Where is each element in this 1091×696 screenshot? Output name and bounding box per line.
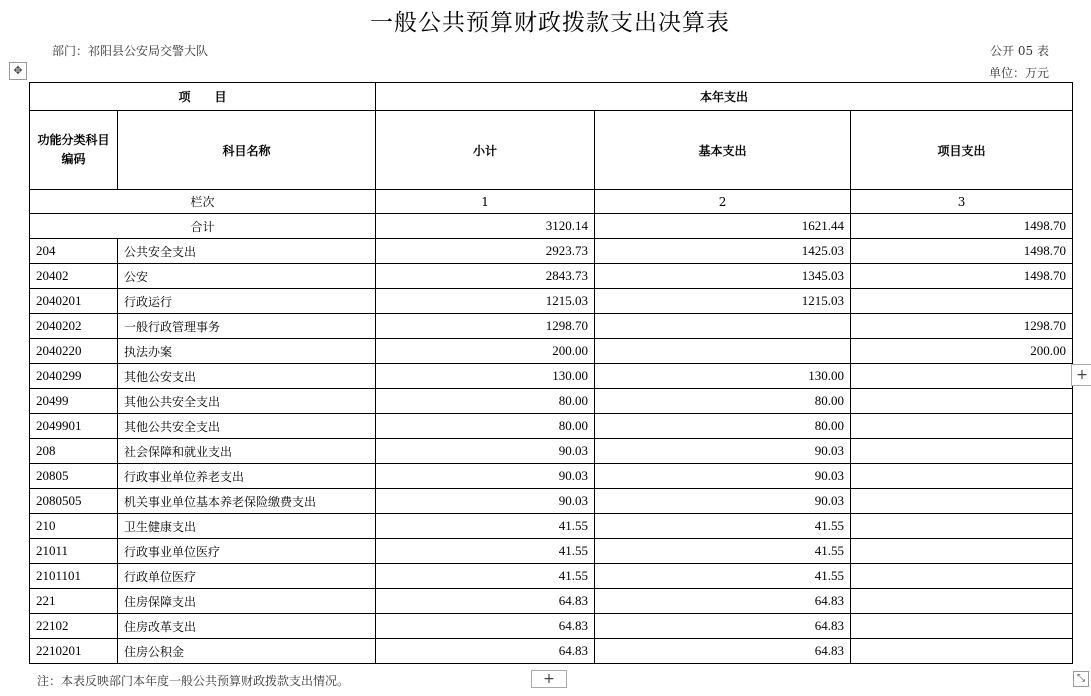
table-row (30, 264, 1073, 289)
row-basic: 1345.03 (595, 264, 851, 289)
table-row (30, 589, 1073, 614)
header-basic: 基本支出 (595, 111, 851, 190)
row-subtotal: 2843.73 (376, 264, 595, 289)
total-subtotal: 3120.14 (376, 214, 595, 239)
row-basic: 90.03 (595, 489, 851, 514)
row-subtotal: 130.00 (376, 364, 595, 389)
row-code: 2040220 (30, 339, 118, 364)
department-label: 部门：祁阳县公安局交警大队 (52, 44, 209, 58)
unit-label: 单位：万元 (988, 66, 1049, 80)
table-row (30, 539, 1073, 564)
header-func-code: 功能分类科目编码 (30, 111, 118, 190)
table-row (30, 239, 1073, 264)
row-basic: 1425.03 (595, 239, 851, 264)
row-subtotal: 80.00 (376, 389, 595, 414)
row-subtotal: 90.03 (376, 489, 595, 514)
row-project (851, 389, 1073, 414)
row-code: 20402 (30, 264, 118, 289)
row-subtotal: 80.00 (376, 414, 595, 439)
row-subtotal: 1215.03 (376, 289, 595, 314)
row-subject-name: 其他公安支出 (118, 364, 376, 389)
row-basic: 41.55 (595, 514, 851, 539)
row-code: 221 (30, 589, 118, 614)
header-subtotal: 小计 (376, 111, 595, 190)
row-project (851, 514, 1073, 539)
table-row (30, 464, 1073, 489)
row-basic: 80.00 (595, 389, 851, 414)
row-subject-name: 卫生健康支出 (118, 514, 376, 539)
row-subject-name: 机关事业单位基本养老保险缴费支出 (118, 489, 376, 514)
row-code: 2210201 (30, 639, 118, 664)
row-subject-name: 住房公积金 (118, 639, 376, 664)
row-subject-name: 行政事业单位医疗 (118, 539, 376, 564)
table-resize-handle-icon[interactable]: ⤡ (1073, 671, 1089, 687)
table-row (30, 389, 1073, 414)
row-subject-name: 一般行政管理事务 (118, 314, 376, 339)
row-basic: 130.00 (595, 364, 851, 389)
table-row (30, 414, 1073, 439)
row-subject-name: 执法办案 (118, 339, 376, 364)
row-basic (595, 339, 851, 364)
row-subtotal: 64.83 (376, 614, 595, 639)
row-basic: 64.83 (595, 589, 851, 614)
row-code: 2040299 (30, 364, 118, 389)
row-project (851, 439, 1073, 464)
table-row (30, 439, 1073, 464)
header-current-year: 本年支出 (376, 83, 1073, 111)
add-column-button[interactable]: + (1071, 364, 1091, 386)
total-project: 1498.70 (851, 214, 1073, 239)
row-subtotal: 1298.70 (376, 314, 595, 339)
row-code: 21011 (30, 539, 118, 564)
row-project (851, 589, 1073, 614)
table-row (30, 564, 1073, 589)
column-number-2: 2 (595, 190, 851, 214)
row-subtotal: 90.03 (376, 439, 595, 464)
row-project (851, 539, 1073, 564)
row-project (851, 289, 1073, 314)
row-basic: 90.03 (595, 464, 851, 489)
table-row (30, 364, 1073, 389)
header-item: 项 目 (30, 83, 376, 111)
row-subtotal: 2923.73 (376, 239, 595, 264)
row-project (851, 464, 1073, 489)
row-code: 2049901 (30, 414, 118, 439)
row-code: 2101101 (30, 564, 118, 589)
row-code: 2040201 (30, 289, 118, 314)
row-subject-name: 其他公共安全支出 (118, 414, 376, 439)
row-basic: 64.83 (595, 639, 851, 664)
table-row (30, 314, 1073, 339)
row-subtotal: 41.55 (376, 539, 595, 564)
row-code: 210 (30, 514, 118, 539)
row-subject-name: 社会保障和就业支出 (118, 439, 376, 464)
column-number-3: 3 (851, 190, 1073, 214)
row-project (851, 414, 1073, 439)
row-subject-name: 行政事业单位养老支出 (118, 464, 376, 489)
row-code: 22102 (30, 614, 118, 639)
row-project (851, 364, 1073, 389)
total-label: 合计 (30, 214, 376, 239)
row-basic: 80.00 (595, 414, 851, 439)
column-number-row (30, 190, 1073, 214)
row-project: 1498.70 (851, 239, 1073, 264)
row-subject-name: 其他公共安全支出 (118, 389, 376, 414)
row-code: 20499 (30, 389, 118, 414)
row-subtotal: 90.03 (376, 464, 595, 489)
table-row (30, 514, 1073, 539)
row-basic: 64.83 (595, 614, 851, 639)
row-project (851, 614, 1073, 639)
row-subject-name: 公共安全支出 (118, 239, 376, 264)
row-subject-name: 行政运行 (118, 289, 376, 314)
row-subject-name: 公安 (118, 264, 376, 289)
column-number-1: 1 (376, 190, 595, 214)
table-row (30, 614, 1073, 639)
row-basic (595, 314, 851, 339)
row-basic: 41.55 (595, 564, 851, 589)
header-row-2 (30, 111, 1073, 190)
add-row-button[interactable]: + (531, 670, 567, 688)
column-label: 栏次 (30, 190, 376, 214)
header-row-1 (30, 83, 1073, 111)
row-basic: 90.03 (595, 439, 851, 464)
row-project: 200.00 (851, 339, 1073, 364)
total-basic: 1621.44 (595, 214, 851, 239)
expenditure-table (29, 82, 1073, 664)
row-project: 1298.70 (851, 314, 1073, 339)
header-project: 项目支出 (851, 111, 1073, 190)
row-subtotal: 64.83 (376, 639, 595, 664)
row-project: 1498.70 (851, 264, 1073, 289)
row-code: 204 (30, 239, 118, 264)
row-project (851, 639, 1073, 664)
total-row (30, 214, 1073, 239)
row-project (851, 489, 1073, 514)
table-code-label: 公开 05 表 (990, 44, 1049, 58)
footnote: 注：本表反映部门本年度一般公共预算财政拨款支出情况。 (37, 674, 350, 688)
table-move-handle-icon[interactable]: ✥ (9, 62, 27, 80)
row-subtotal: 64.83 (376, 589, 595, 614)
header-subject-name: 科目名称 (118, 111, 376, 190)
row-subject-name: 住房改革支出 (118, 614, 376, 639)
page-title: 一般公共预算财政拨款支出决算表 (370, 10, 730, 36)
row-code: 208 (30, 439, 118, 464)
row-basic: 1215.03 (595, 289, 851, 314)
row-project (851, 564, 1073, 589)
row-subtotal: 41.55 (376, 514, 595, 539)
table-row (30, 289, 1073, 314)
row-subtotal: 41.55 (376, 564, 595, 589)
row-basic: 41.55 (595, 539, 851, 564)
row-subject-name: 住房保障支出 (118, 589, 376, 614)
row-code: 2040202 (30, 314, 118, 339)
row-subtotal: 200.00 (376, 339, 595, 364)
table-row (30, 639, 1073, 664)
table-row (30, 489, 1073, 514)
table-row (30, 339, 1073, 364)
row-subject-name: 行政单位医疗 (118, 564, 376, 589)
row-code: 20805 (30, 464, 118, 489)
row-code: 2080505 (30, 489, 118, 514)
